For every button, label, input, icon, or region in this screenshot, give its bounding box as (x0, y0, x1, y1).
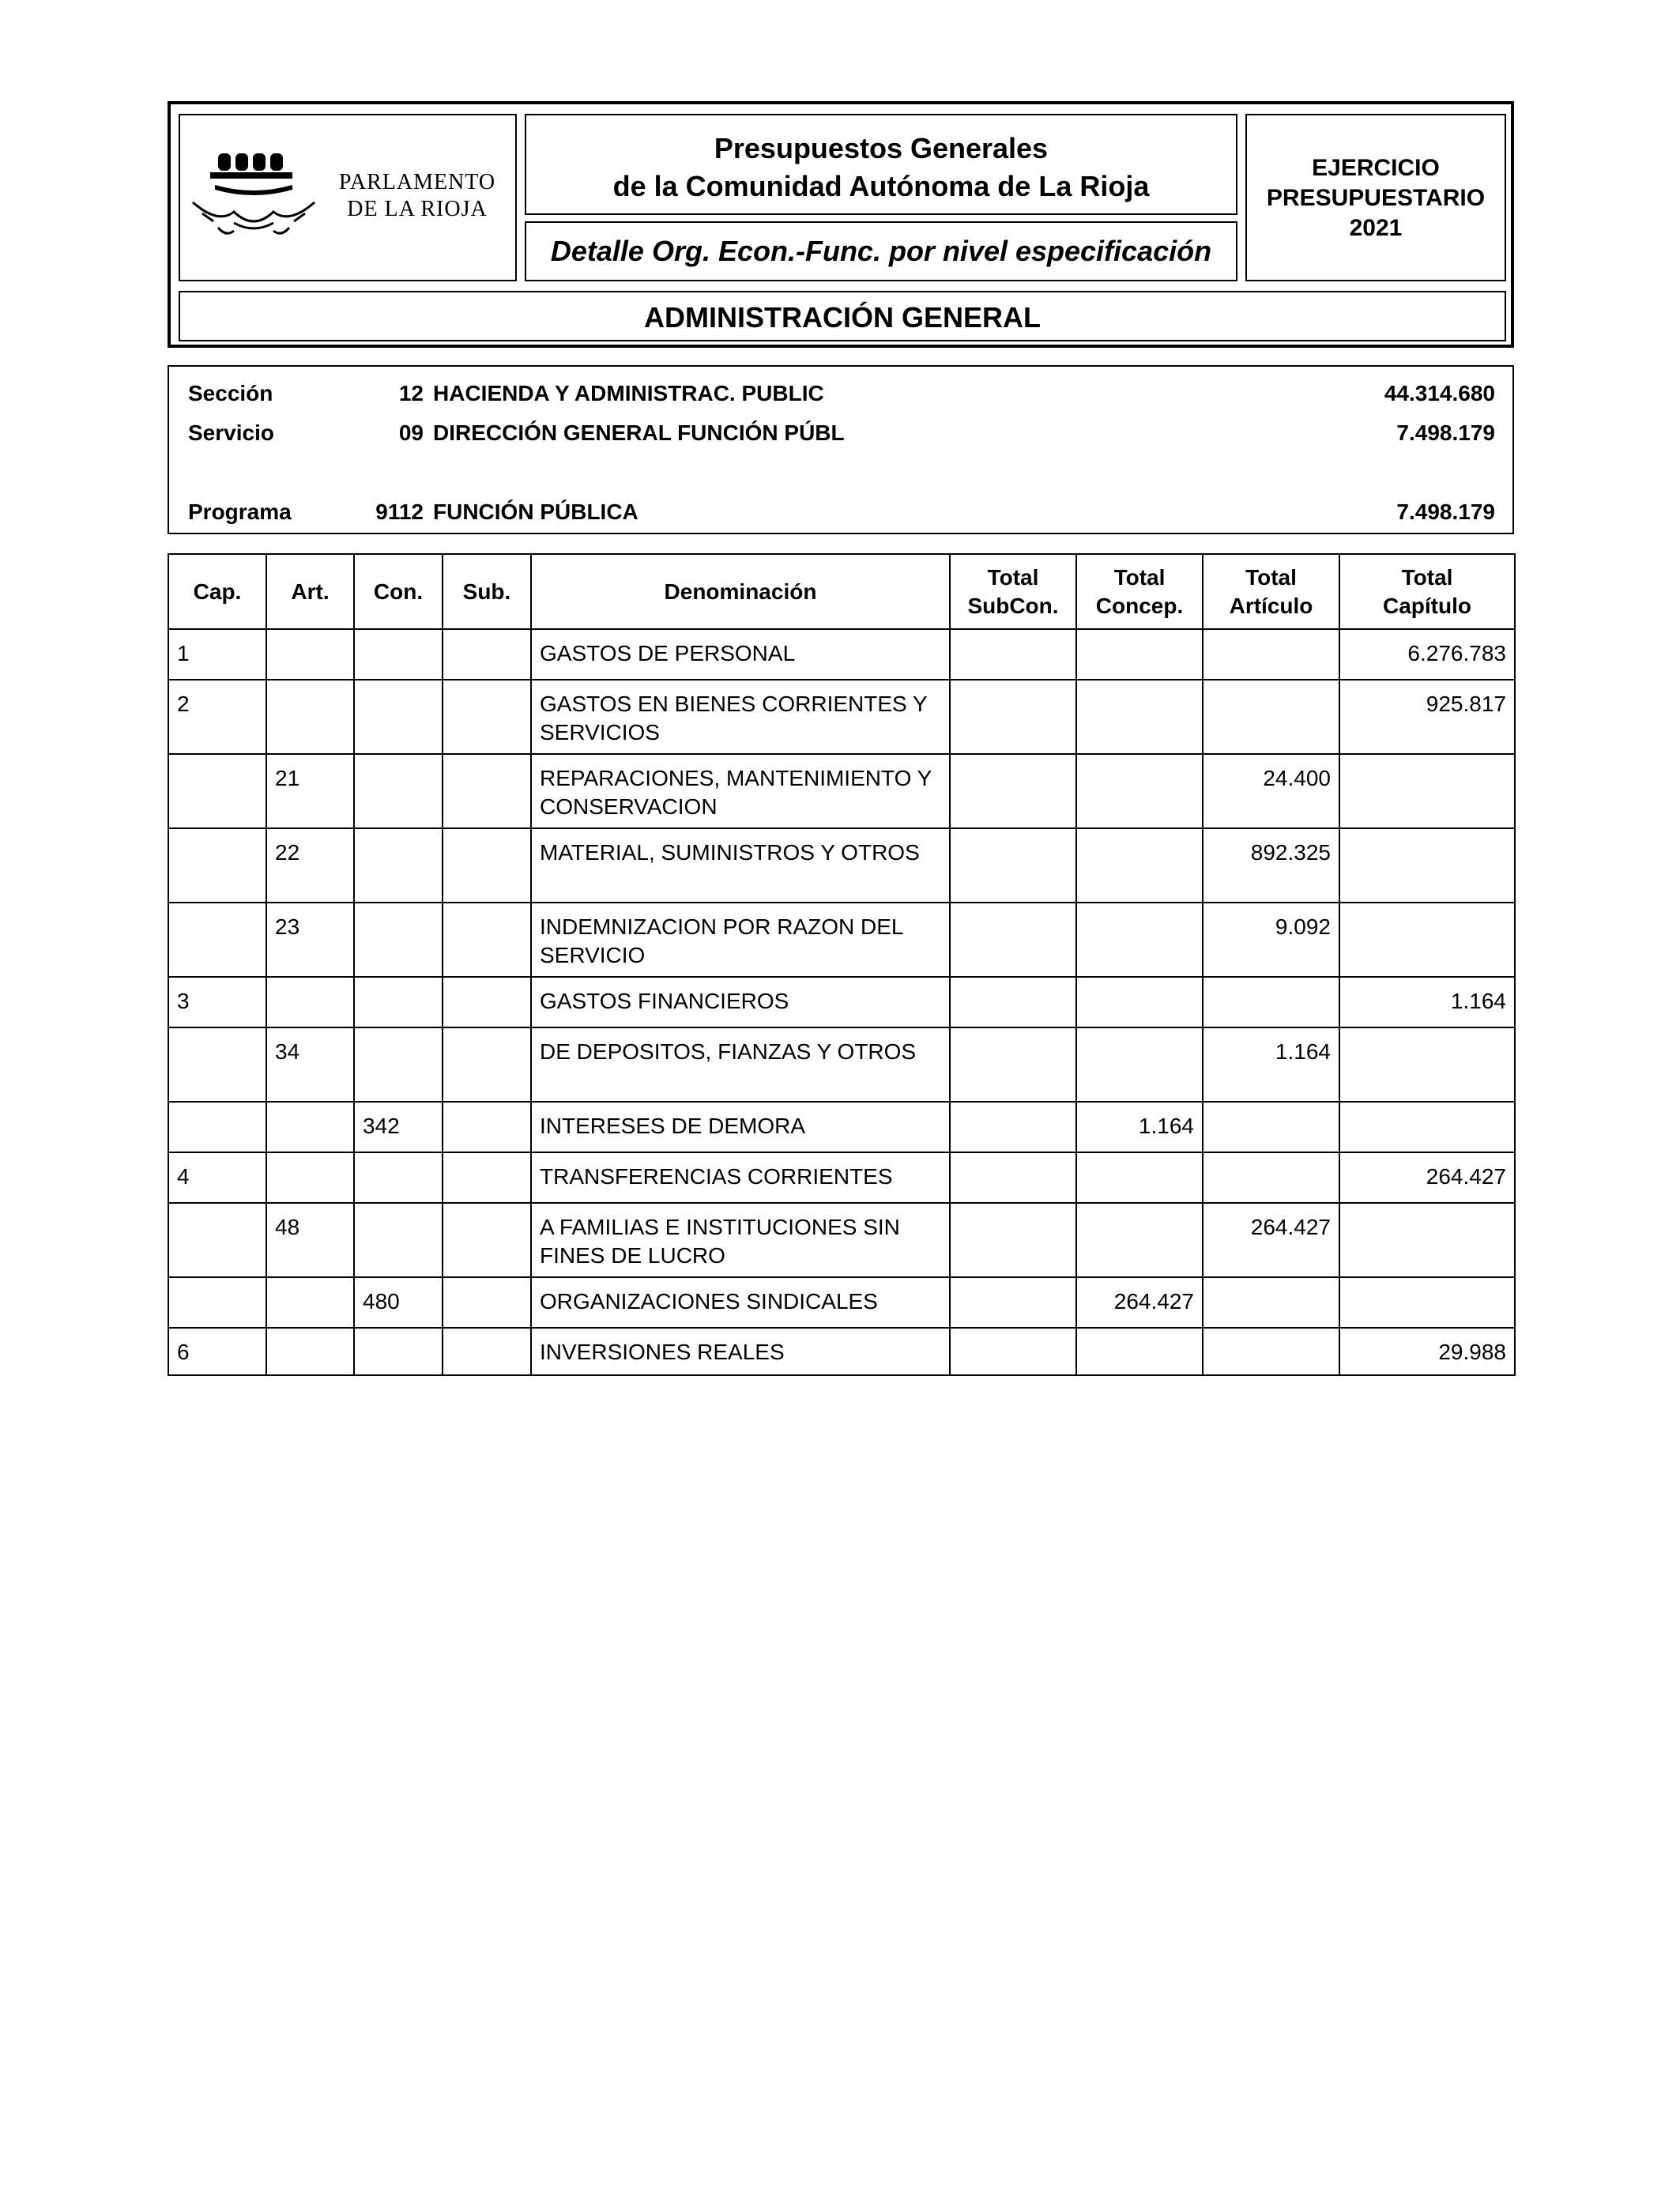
cell-total-subcon (950, 1328, 1076, 1375)
table-row (168, 1203, 1515, 1277)
cell-total-concep (1076, 1328, 1203, 1375)
document-header (168, 101, 1514, 348)
cell-denominacion: INVERSIONES REALES (531, 1328, 950, 1375)
cell-art: 23 (266, 903, 354, 977)
programa-label: Programa (188, 499, 292, 524)
header-total-subcon-l1: Total (987, 564, 1039, 590)
ejercicio-year: 2021 (1349, 215, 1403, 241)
seccion-code: 12 (398, 381, 424, 405)
cell-total-concep (1076, 629, 1203, 680)
header-total-concep-l1: Total (1113, 564, 1166, 590)
table-row (168, 1277, 1515, 1328)
cell-sub (443, 1277, 531, 1328)
cell-total-articulo: 892.325 (1203, 828, 1339, 903)
cell-sub (443, 629, 531, 680)
header-con: Con. (354, 554, 443, 629)
cell-cap: 2 (168, 680, 266, 754)
header-total-articulo-l1: Total (1245, 564, 1297, 590)
cell-sub (443, 1027, 531, 1102)
cell-con (354, 1027, 443, 1102)
logo-box (179, 114, 517, 281)
cell-denominacion: REPARACIONES, MANTENIMIENTO Y CONSERVACION (531, 754, 950, 828)
header-art: Art. (266, 554, 354, 629)
table-header-row (168, 554, 1515, 629)
cell-total-capitulo: 29.988 (1339, 1328, 1515, 1375)
cell-cap (168, 754, 266, 828)
cell-total-subcon (950, 1277, 1076, 1328)
cell-total-concep (1076, 680, 1203, 754)
header-cap: Cap. (168, 554, 266, 629)
table-row (168, 828, 1515, 903)
servicio-amount: 7.498.179 (1396, 420, 1495, 445)
header-total-capitulo-l2: Capítulo (1383, 593, 1471, 618)
logo-text-line1: PARLAMENTO (338, 170, 496, 194)
cell-con (354, 1328, 443, 1375)
cell-art (266, 1102, 354, 1152)
title-box (525, 114, 1237, 215)
document-subtitle: Detalle Org. Econ.-Func. por nivel especificación (550, 235, 1212, 267)
subtitle-box (525, 221, 1237, 281)
cell-con (354, 680, 443, 754)
cell-total-capitulo: 264.427 (1339, 1152, 1515, 1203)
title-line2: de la Comunidad Autónoma de La Rioja (612, 170, 1150, 202)
cell-art: 21 (266, 754, 354, 828)
cell-total-subcon (950, 1203, 1076, 1277)
ejercicio-line1: EJERCICIO (1312, 155, 1440, 181)
header-denominacion: Denominación (531, 554, 950, 629)
cell-denominacion: MATERIAL, SUMINISTROS Y OTROS (531, 828, 950, 903)
cell-total-articulo (1203, 977, 1339, 1027)
table-row (168, 1027, 1515, 1102)
cell-cap (168, 1277, 266, 1328)
table-row (168, 629, 1515, 680)
cell-total-concep (1076, 903, 1203, 977)
cell-con (354, 977, 443, 1027)
cell-denominacion: GASTOS FINANCIEROS (531, 977, 950, 1027)
cell-total-subcon (950, 754, 1076, 828)
table-row (168, 754, 1515, 828)
cell-total-articulo: 24.400 (1203, 754, 1339, 828)
document-title (526, 130, 1236, 205)
cell-cap (168, 828, 266, 903)
cell-art: 22 (266, 828, 354, 903)
cell-cap: 3 (168, 977, 266, 1027)
cell-cap (168, 1102, 266, 1152)
servicio-code: 09 (398, 420, 424, 445)
cell-denominacion: INDEMNIZACION POR RAZON DEL SERVICIO (531, 903, 950, 977)
cell-total-capitulo (1339, 1027, 1515, 1102)
table-row (168, 1152, 1515, 1203)
seccion-row (169, 378, 1512, 409)
table-row (168, 1328, 1515, 1375)
cell-total-capitulo (1339, 1102, 1515, 1152)
programa-row (169, 496, 1512, 528)
cell-art (266, 1152, 354, 1203)
cell-sub (443, 1203, 531, 1277)
cell-denominacion: GASTOS EN BIENES CORRIENTES Y SERVICIOS (531, 680, 950, 754)
cell-art: 34 (266, 1027, 354, 1102)
section-title-box (179, 291, 1506, 341)
cell-total-capitulo (1339, 828, 1515, 903)
section-title: ADMINISTRACIÓN GENERAL (644, 301, 1041, 334)
header-total-subcon (950, 554, 1076, 629)
cell-con (354, 903, 443, 977)
cell-total-capitulo (1339, 903, 1515, 977)
cell-total-subcon (950, 1027, 1076, 1102)
cell-sub (443, 1152, 531, 1203)
cell-total-concep: 1.164 (1076, 1102, 1203, 1152)
cell-sub (443, 1328, 531, 1375)
cell-sub (443, 754, 531, 828)
cell-total-concep (1076, 828, 1203, 903)
cell-sub (443, 977, 531, 1027)
cell-art (266, 1277, 354, 1328)
cell-denominacion: A FAMILIAS E INSTITUCIONES SIN FINES DE LUCRO (531, 1203, 950, 1277)
header-total-concep (1076, 554, 1203, 629)
cell-total-concep (1076, 754, 1203, 828)
cell-total-articulo (1203, 1152, 1339, 1203)
cell-total-subcon (950, 680, 1076, 754)
cell-denominacion: DE DEPOSITOS, FIANZAS Y OTROS (531, 1027, 950, 1102)
cell-total-articulo (1203, 629, 1339, 680)
budget-table (168, 553, 1516, 1376)
table-row (168, 977, 1515, 1027)
cell-con: 480 (354, 1277, 443, 1328)
cell-cap: 6 (168, 1328, 266, 1375)
budget-info-block (168, 365, 1514, 534)
seccion-label: Sección (188, 381, 273, 405)
cell-total-capitulo (1339, 1277, 1515, 1328)
cell-con: 342 (354, 1102, 443, 1152)
programa-name: FUNCIÓN PÚBLICA (433, 499, 638, 524)
cell-total-concep: 264.427 (1076, 1277, 1203, 1328)
logo-text-line2: DE LA RIOJA (347, 197, 488, 221)
logo-text (322, 169, 512, 223)
cell-art (266, 680, 354, 754)
cell-total-articulo (1203, 680, 1339, 754)
header-total-articulo-l2: Artículo (1229, 593, 1313, 618)
cell-denominacion: INTERESES DE DEMORA (531, 1102, 950, 1152)
programa-amount: 7.498.179 (1396, 499, 1495, 524)
cell-total-concep (1076, 1152, 1203, 1203)
header-total-articulo (1203, 554, 1339, 629)
cell-denominacion: TRANSFERENCIAS CORRIENTES (531, 1152, 950, 1203)
cell-total-capitulo: 1.164 (1339, 977, 1515, 1027)
cell-total-subcon (950, 977, 1076, 1027)
header-total-subcon-l2: SubCon. (967, 593, 1059, 618)
ejercicio-box (1245, 114, 1506, 281)
header-total-capitulo (1339, 554, 1515, 629)
cell-art (266, 977, 354, 1027)
cell-total-articulo (1203, 1277, 1339, 1328)
cell-sub (443, 680, 531, 754)
cell-sub (443, 828, 531, 903)
cell-total-capitulo: 925.817 (1339, 680, 1515, 754)
header-sub: Sub. (443, 554, 531, 629)
cell-denominacion: GASTOS DE PERSONAL (531, 629, 950, 680)
cell-total-subcon (950, 629, 1076, 680)
servicio-row (169, 417, 1512, 449)
cell-total-subcon (950, 903, 1076, 977)
servicio-name: DIRECCIÓN GENERAL FUNCIÓN PÚBL (433, 420, 845, 445)
table-row (168, 903, 1515, 977)
cell-con (354, 629, 443, 680)
cell-total-articulo: 9.092 (1203, 903, 1339, 977)
cell-denominacion: ORGANIZACIONES SINDICALES (531, 1277, 950, 1328)
ejercicio-label (1247, 153, 1505, 243)
cell-total-articulo (1203, 1102, 1339, 1152)
cell-art (266, 629, 354, 680)
seccion-name: HACIENDA Y ADMINISTRAC. PUBLIC (433, 381, 824, 405)
cell-art (266, 1328, 354, 1375)
cell-art: 48 (266, 1203, 354, 1277)
cell-total-subcon (950, 1102, 1076, 1152)
cell-total-capitulo (1339, 1203, 1515, 1277)
cell-total-concep (1076, 1203, 1203, 1277)
cell-total-articulo: 264.427 (1203, 1203, 1339, 1277)
cell-total-concep (1076, 1027, 1203, 1102)
cell-total-subcon (950, 828, 1076, 903)
cell-total-articulo (1203, 1328, 1339, 1375)
programa-code: 9112 (375, 499, 424, 524)
header-total-capitulo-l1: Total (1401, 564, 1453, 590)
cell-cap: 4 (168, 1152, 266, 1203)
cell-sub (443, 903, 531, 977)
servicio-label: Servicio (188, 420, 274, 445)
cell-sub (443, 1102, 531, 1152)
cell-total-subcon (950, 1152, 1076, 1203)
cell-total-capitulo (1339, 754, 1515, 828)
cell-con (354, 828, 443, 903)
cell-cap (168, 1027, 266, 1102)
cell-cap (168, 903, 266, 977)
title-line1: Presupuestos Generales (714, 132, 1049, 164)
cell-total-capitulo: 6.276.783 (1339, 629, 1515, 680)
ejercicio-line2: PRESUPUESTARIO (1266, 185, 1486, 211)
parliament-logo-icon (186, 145, 321, 248)
cell-total-articulo: 1.164 (1203, 1027, 1339, 1102)
cell-con (354, 1152, 443, 1203)
cell-cap (168, 1203, 266, 1277)
cell-cap: 1 (168, 629, 266, 680)
table-row (168, 1102, 1515, 1152)
header-total-concep-l2: Concep. (1095, 593, 1184, 618)
seccion-amount: 44.314.680 (1384, 381, 1495, 405)
cell-con (354, 754, 443, 828)
table-row (168, 680, 1515, 754)
cell-total-concep (1076, 977, 1203, 1027)
cell-con (354, 1203, 443, 1277)
